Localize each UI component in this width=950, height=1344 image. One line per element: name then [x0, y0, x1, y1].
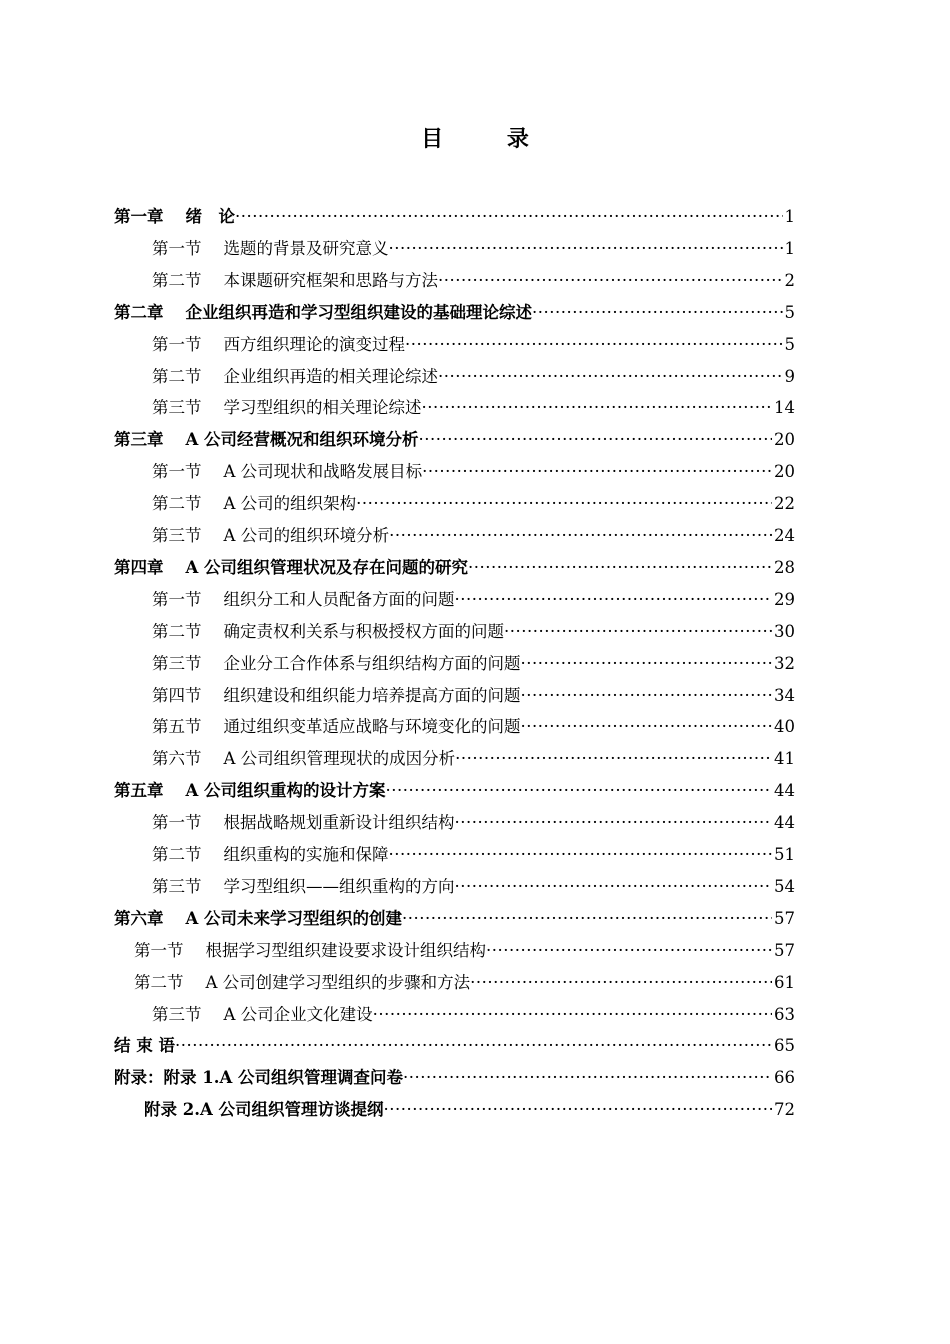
toc-entry[interactable]: [152, 810, 795, 836]
toc-entry-title: 通过组织变革适应战略与环境变化的问题: [223, 717, 521, 737]
toc-dot-leader: [438, 268, 783, 294]
toc-entry-title: 附录 2.A 公司组织管理访谈提纲: [144, 1100, 384, 1120]
toc-entry-title: 学习型组织的相关理论综述: [223, 398, 422, 418]
toc-dot-leader: [455, 810, 773, 836]
toc-dot-leader: [455, 587, 773, 613]
toc-entry-title: 组织重构的实施和保障: [223, 845, 389, 864]
toc-entry-label: [152, 236, 389, 262]
toc-entry[interactable]: [134, 970, 795, 996]
toc-entry-number: 第一节: [152, 462, 202, 482]
toc-page-number: 44: [774, 813, 795, 833]
toc-entry[interactable]: [152, 683, 795, 709]
toc-entry-title: A 公司企业文化建设: [223, 1004, 373, 1024]
toc-dot-leader: [455, 874, 773, 900]
toc-entry-label: [152, 459, 422, 485]
toc-entry-label: [152, 651, 521, 677]
toc-dot-leader: [384, 1097, 772, 1123]
toc-dot-leader: [521, 651, 773, 677]
toc-page-number: 14: [774, 398, 795, 418]
toc-entry[interactable]: [114, 300, 795, 326]
toc-entry-title: 根据战略规划重新设计组织结构: [223, 813, 455, 833]
toc-entry-label: [152, 714, 521, 740]
toc-entry-number: 第二节: [152, 621, 202, 641]
toc-entry[interactable]: [152, 619, 795, 645]
toc-entry[interactable]: [114, 1033, 795, 1059]
toc-page-number: 57: [774, 940, 795, 960]
toc-page-number: 72: [774, 1100, 795, 1120]
toc-page-number: 1: [784, 207, 795, 226]
toc-entry-title: 企业组织再造的相关理论综述: [223, 366, 438, 386]
toc-dot-leader: [402, 906, 772, 932]
toc-dot-leader: [373, 1002, 772, 1028]
toc-entry-label: [152, 1002, 373, 1028]
toc-entry-number: 第四节: [152, 685, 202, 705]
toc-entry[interactable]: [144, 1097, 795, 1123]
toc-entry-number: 第一节: [134, 940, 184, 960]
toc-dot-leader: [486, 938, 772, 964]
toc-page-number: 22: [774, 494, 795, 514]
toc-dot-leader: [386, 778, 772, 804]
toc-entry[interactable]: [152, 714, 795, 740]
toc-dot-leader: [389, 842, 773, 868]
toc-entry[interactable]: [114, 778, 795, 804]
toc-dot-leader: [521, 683, 773, 709]
toc-dot-leader: [405, 332, 783, 358]
toc-entry-title: A 公司的组织架构: [223, 494, 357, 514]
toc-entry[interactable]: [152, 491, 795, 517]
toc-entry[interactable]: [114, 1065, 795, 1091]
toc-entry-number: 第一节: [152, 334, 202, 354]
toc-entry-title: A 公司现状和战略发展目标: [223, 462, 423, 482]
toc-entry[interactable]: [152, 842, 795, 868]
toc-page-number: 44: [774, 781, 795, 801]
toc-page-number: 61: [774, 972, 795, 992]
toc-entry-label: [152, 874, 455, 900]
toc-title: 目 录: [421, 126, 557, 152]
toc-dot-leader: [235, 204, 783, 230]
toc-entry-label: [144, 1097, 384, 1123]
toc-entry-label: [114, 555, 468, 581]
toc-dot-leader: [175, 1033, 772, 1059]
toc-entry-number: 第一节: [152, 813, 202, 833]
toc-entry[interactable]: [152, 523, 795, 549]
toc-entry-label: [114, 427, 419, 453]
toc-entry-title: A 公司的组织环境分析: [223, 526, 390, 545]
toc-dot-leader: [521, 714, 773, 740]
toc-entry-label: [114, 204, 235, 230]
toc-entry-title: 学习型组织——组织重构的方向: [223, 876, 455, 896]
toc-dot-leader: [419, 427, 772, 453]
toc-dot-leader: [470, 970, 772, 996]
toc-entry-number: 第五章: [114, 781, 164, 801]
toc-page-number: 20: [774, 430, 795, 450]
toc-entry-number: 第一节: [152, 589, 202, 609]
toc-entry[interactable]: [152, 395, 795, 421]
toc-entry-label: [134, 970, 470, 996]
toc-entry-title: 绪 论: [185, 207, 235, 226]
toc-page-number: 57: [774, 908, 795, 928]
toc-entry[interactable]: [152, 651, 795, 677]
toc-entry[interactable]: [114, 427, 795, 453]
toc-entry-title: 选题的背景及研究意义: [223, 238, 389, 258]
toc-entry-title: 确定责权利关系与积极授权方面的问题: [223, 621, 504, 641]
toc-entry[interactable]: [152, 332, 795, 358]
toc-entry[interactable]: [152, 236, 795, 262]
toc-dot-leader: [504, 619, 772, 645]
toc-entry-label: [114, 1065, 403, 1091]
toc-page-number: 2: [784, 270, 795, 290]
toc-entry[interactable]: [152, 459, 795, 485]
toc-page-number: 34: [774, 685, 795, 705]
toc-entry-number: 第二节: [134, 972, 184, 992]
toc-dot-leader: [389, 523, 772, 549]
toc-entry-label: [152, 746, 455, 772]
toc-entry-label: [152, 268, 438, 294]
toc-entry-number: 第三节: [152, 876, 202, 896]
toc-page-number: 1: [784, 238, 795, 258]
toc-page-number: 65: [774, 1036, 795, 1056]
toc-entry-label: [152, 491, 356, 517]
toc-entry-label: [134, 938, 486, 964]
toc-entry-number: 第二章: [114, 302, 164, 322]
toc-entry-title: 结 束 语: [114, 1036, 175, 1056]
toc-page-number: 54: [774, 876, 795, 896]
toc-page-number: 63: [774, 1004, 795, 1024]
toc-entry-number: 第二节: [152, 845, 202, 864]
toc-entry-number: 第三节: [152, 1004, 202, 1024]
toc-entry-number: 第三节: [152, 653, 202, 673]
toc-entry-title: A 公司组织管理现状的成因分析: [223, 749, 456, 769]
toc-dot-leader: [422, 459, 772, 485]
toc-entry-number: 第三节: [152, 398, 202, 418]
toc-page-number: 66: [774, 1068, 795, 1088]
toc-entry[interactable]: [134, 938, 795, 964]
toc-entry-label: [152, 810, 455, 836]
toc-page-number: 24: [774, 526, 795, 545]
toc-entry-title: A 公司未来学习型组织的创建: [185, 908, 403, 928]
toc-dot-leader: [356, 491, 772, 517]
toc-entry[interactable]: [152, 364, 795, 390]
toc-entry-label: [152, 683, 521, 709]
toc-dot-leader: [422, 395, 773, 421]
toc-entry-label: [114, 778, 386, 804]
toc-entry-number: 第二节: [152, 494, 202, 514]
toc-page-number: 32: [774, 653, 795, 673]
toc-entry-title: 根据学习型组织建设要求设计组织结构: [205, 940, 486, 960]
toc-entry-number: 第一章: [114, 207, 164, 226]
toc-entry-number: 第一节: [152, 238, 202, 258]
toc-dot-leader: [438, 364, 783, 390]
toc-page-number: 9: [784, 366, 795, 386]
toc-entry-title: 企业组织再造和学习型组织建设的基础理论综述: [185, 302, 532, 322]
toc-page-number: 41: [774, 749, 795, 769]
toc-entry-label: [114, 906, 402, 932]
toc-entry[interactable]: [114, 555, 795, 581]
toc-entry-label: [152, 619, 504, 645]
toc-entry-label: [152, 523, 389, 549]
toc-page-number: 40: [774, 717, 795, 737]
toc-entry[interactable]: [152, 874, 795, 900]
toc-entry-label: [114, 300, 532, 326]
toc-page-number: 29: [774, 589, 795, 609]
toc-entry-number: 第三章: [114, 430, 164, 450]
toc-entry-label: [114, 1033, 175, 1059]
toc-entry[interactable]: [152, 268, 795, 294]
toc-entry-title: A 公司组织管理状况及存在问题的研究: [185, 557, 469, 577]
toc-page-number: 51: [774, 845, 795, 864]
toc-entry[interactable]: [152, 1002, 795, 1028]
toc-entry-label: [152, 395, 422, 421]
toc-dot-leader: [532, 300, 783, 326]
toc-entry-number: 第四章: [114, 557, 164, 577]
toc-page-number: 5: [784, 334, 795, 354]
toc-entry[interactable]: [152, 587, 795, 613]
toc-entry-label: [152, 364, 438, 390]
toc-entry-label: [152, 842, 389, 868]
toc-entry-title: 西方组织理论的演变过程: [223, 334, 405, 354]
toc-entry-number: 第三节: [152, 526, 202, 545]
toc-entry-title: A 公司经营概况和组织环境分析: [185, 430, 419, 450]
toc-entry-number: 第六章: [114, 908, 164, 928]
toc-entry[interactable]: [152, 746, 795, 772]
toc-entry-title: 企业分工合作体系与组织结构方面的问题: [223, 653, 521, 673]
toc-entry[interactable]: [114, 204, 795, 230]
toc-dot-leader: [455, 746, 772, 772]
toc-entry-number: 第二节: [152, 366, 202, 386]
toc-entry-title: A 公司创建学习型组织的步骤和方法: [205, 972, 471, 992]
toc-entry-label: [152, 332, 405, 358]
toc-dot-leader: [389, 236, 783, 262]
toc-entry-number: 第五节: [152, 717, 202, 737]
toc-entry-title: 组织建设和组织能力培养提高方面的问题: [223, 685, 521, 705]
toc-dot-leader: [468, 555, 772, 581]
toc-page-number: 30: [774, 621, 795, 641]
toc-entry-title: A 公司组织重构的设计方案: [185, 781, 386, 801]
toc-entry-title: 组织分工和人员配备方面的问题: [223, 589, 455, 609]
toc-entry-title: 本课题研究框架和思路与方法: [223, 270, 438, 290]
toc-entry-title: 附录：附录 1.A 公司组织管理调查问卷: [114, 1068, 404, 1088]
toc-entry-label: [152, 587, 455, 613]
toc-page-number: 20: [774, 462, 795, 482]
toc-entry[interactable]: [114, 906, 795, 932]
toc-dot-leader: [403, 1065, 772, 1091]
toc-page-number: 5: [784, 302, 795, 322]
toc-page-number: 28: [774, 557, 795, 577]
toc-entry-number: 第六节: [152, 749, 202, 769]
toc-entry-number: 第二节: [152, 270, 202, 290]
